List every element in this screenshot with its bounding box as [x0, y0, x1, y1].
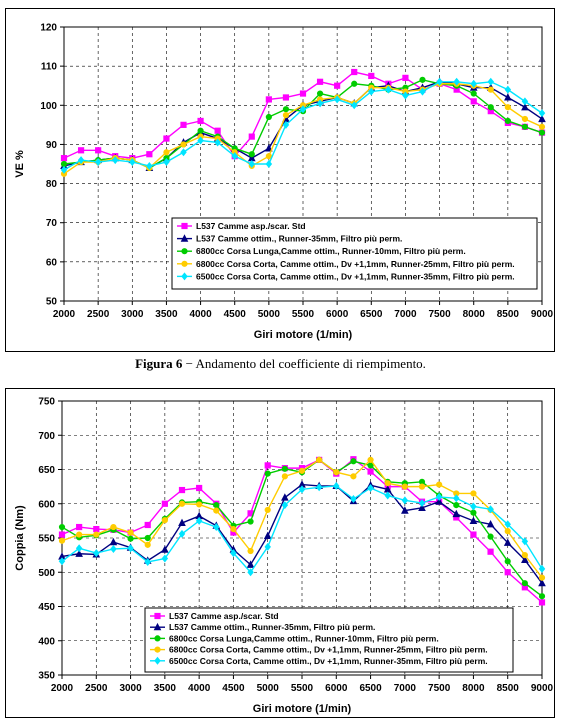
ve-series-4-point — [505, 105, 510, 110]
torque-series-3-point — [522, 581, 527, 586]
caption-separator: − — [182, 356, 196, 371]
torque-series-4-point — [299, 468, 304, 473]
torque-series-2-point — [265, 533, 271, 539]
torque-series-4-point — [162, 518, 167, 523]
ve-series-3-point — [198, 128, 203, 133]
ve-xtick-label: 8000 — [462, 309, 485, 320]
torque-series-3-point — [59, 524, 64, 529]
torque-legend-entry: 6800cc Corsa Lunga,Camme ottim., Runner-10mm, Filtro più perm. — [169, 633, 439, 644]
torque-xtick-label: 8000 — [462, 683, 485, 694]
torque-series-3-point — [539, 594, 544, 599]
ve-series-1-point — [266, 97, 271, 102]
torque-series-1-point — [77, 524, 82, 529]
torque-series-4-point — [539, 575, 544, 580]
torque-ytick-label: 700 — [38, 430, 55, 442]
torque-series-4-point — [128, 530, 133, 535]
torque-legend-entry: 6800cc Corsa Corta, Camme ottim., Dv +1,1mm, Runner-25mm, Filtro più perm. — [169, 644, 488, 655]
torque-xtick-label: 3000 — [119, 683, 142, 694]
torque-ytick-label: 350 — [38, 670, 55, 682]
torque-series-3-point — [454, 503, 459, 508]
ve-xtick-label: 4500 — [223, 309, 246, 320]
ve-xtick-label: 8500 — [496, 309, 519, 320]
ve-series-1-point — [352, 69, 357, 74]
ve-series-3-point — [266, 114, 271, 119]
torque-chart — [6, 389, 554, 717]
ve-x-axis-label: Giri motore (1/min) — [253, 329, 353, 341]
ve-xtick-label: 3000 — [121, 309, 144, 320]
ve-legend-entry: 6500cc Corsa Corta, Camme ottim., Dv +1,1mm, Runner-35mm, Filtro più perm. — [196, 271, 515, 282]
torque-x-axis-label: Giri motore (1/min) — [252, 703, 352, 715]
ve-series-1-point — [249, 134, 254, 139]
torque-series-3-point — [248, 519, 253, 524]
torque-series-3-point — [351, 459, 356, 464]
ve-series-1-point — [181, 122, 186, 127]
torque-series-4-point — [522, 553, 527, 558]
torque-series-1-point — [488, 549, 493, 554]
torque-series-4-point — [471, 491, 476, 496]
torque-series-4-point — [94, 532, 99, 537]
ve-series-3-point — [539, 130, 544, 135]
torque-xtick-label: 5000 — [256, 683, 279, 694]
torque-chart-frame — [5, 388, 555, 718]
ve-ytick-label: 120 — [40, 22, 57, 34]
torque-series-4-point — [214, 508, 219, 513]
torque-series-1-point — [59, 532, 64, 537]
torque-series-1-point — [368, 469, 373, 474]
ve-series-5-point — [505, 86, 510, 92]
torque-series-1-point — [179, 487, 184, 492]
torque-series-3-point — [214, 503, 219, 508]
ve-series-3-point — [488, 105, 493, 110]
ve-series-1-point — [471, 99, 476, 104]
ve-series-3-point — [352, 81, 357, 86]
torque-series-1-point — [505, 570, 510, 575]
torque-xtick-label: 7500 — [428, 683, 451, 694]
torque-series-5-point — [317, 484, 322, 490]
ve-ytick-label: 70 — [45, 218, 57, 230]
torque-series-4-point — [145, 542, 150, 547]
torque-y-axis-label: Coppia (Nm) — [14, 505, 26, 571]
ve-chart-frame — [5, 8, 555, 352]
ve-series-4-point — [164, 150, 169, 155]
ve-xtick-label: 5500 — [291, 309, 315, 320]
ve-series-5-point — [522, 98, 527, 104]
ve-series-4-point — [539, 124, 544, 129]
torque-xtick-label: 9000 — [530, 683, 554, 694]
ve-series-4-point — [266, 154, 271, 159]
ve-series-4-point — [522, 116, 527, 121]
torque-xtick-label: 5500 — [290, 683, 314, 694]
torque-xtick-label: 6000 — [325, 683, 348, 694]
ve-legend-entry: 6800cc Corsa Lunga,Camme ottim., Runner-10mm, Filtro più perm. — [196, 246, 466, 257]
ve-xtick-label: 2500 — [87, 309, 110, 320]
torque-series-4-point — [419, 484, 424, 489]
torque-series-4-point — [282, 474, 287, 479]
torque-series-3-point — [368, 463, 373, 468]
ve-series-1-point — [215, 128, 220, 133]
torque-legend-swatch-marker — [155, 647, 160, 652]
ve-series-3-point — [522, 124, 527, 129]
torque-series-4-point — [248, 548, 253, 553]
torque-series-1-point — [539, 600, 544, 605]
ve-series-1-point — [164, 136, 169, 141]
torque-series-4-point — [231, 526, 236, 531]
ve-ytick-label: 110 — [40, 61, 57, 73]
ve-series-1-point — [300, 91, 305, 96]
ve-ytick-label: 100 — [40, 100, 57, 112]
ve-legend-entry: 6800cc Corsa Corta, Camme ottim., Dv +1,1mm, Runner-25mm, Filtro più perm. — [196, 258, 515, 269]
ve-series-5-point — [539, 110, 544, 116]
ve-series-1-point — [335, 83, 340, 88]
torque-series-1-point — [94, 526, 99, 531]
ve-series-1-point — [61, 156, 66, 161]
torque-legend-swatch-marker — [155, 636, 160, 641]
torque-legend-entry: L537 Camme ottim., Runner-35mm, Filtro più perm. — [169, 622, 376, 633]
torque-ytick-label: 750 — [38, 396, 55, 408]
ve-series-3-point — [283, 107, 288, 112]
ve-series-5-point — [266, 161, 271, 167]
ve-chart — [6, 9, 554, 351]
torque-series-1-point — [265, 463, 270, 468]
torque-series-4-point — [368, 457, 373, 462]
torque-series-1-point — [471, 532, 476, 537]
torque-series-4-point — [351, 474, 356, 479]
torque-xtick-label: 4000 — [188, 683, 211, 694]
torque-series-1-point — [197, 485, 202, 490]
ve-xtick-label: 7500 — [428, 309, 451, 320]
torque-xtick-label: 2500 — [85, 683, 108, 694]
torque-series-3-point — [128, 536, 133, 541]
torque-xtick-label: 6500 — [359, 683, 382, 694]
torque-ytick-label: 600 — [38, 499, 55, 511]
torque-series-4-point — [334, 470, 339, 475]
torque-series-4-point — [505, 529, 510, 534]
torque-legend-entry: 6500cc Corsa Corta, Camme ottim., Dv +1,1mm, Runner-35mm, Filtro più perm. — [169, 655, 488, 666]
ve-series-3-point — [471, 91, 476, 96]
ve-series-4-point — [488, 87, 493, 92]
torque-series-3-point — [282, 466, 287, 471]
torque-series-4-point — [317, 457, 322, 462]
torque-xtick-label: 3500 — [153, 683, 176, 694]
ve-legend-entry: L537 Camme ottim., Runner-35mm, Filtro più perm. — [196, 233, 403, 244]
ve-xtick-label: 9000 — [530, 309, 554, 320]
ve-series-4-point — [181, 142, 186, 147]
torque-series-4-point — [179, 501, 184, 506]
ve-ytick-label: 60 — [45, 257, 57, 269]
torque-series-4-point — [111, 524, 116, 529]
ve-ytick-label: 90 — [45, 139, 57, 151]
torque-series-4-point — [265, 507, 270, 512]
ve-legend-swatch-marker — [182, 223, 187, 228]
torque-xtick-label: 7000 — [393, 683, 416, 694]
ve-xtick-label: 6000 — [326, 309, 349, 320]
torque-series-3-point — [505, 559, 510, 564]
torque-ytick-label: 650 — [38, 465, 55, 476]
torque-xtick-label: 4500 — [222, 683, 245, 694]
ve-series-2-point — [505, 94, 511, 100]
torque-ytick-label: 400 — [38, 636, 55, 648]
torque-ytick-label: 450 — [38, 602, 55, 613]
ve-xtick-label: 7000 — [394, 309, 417, 320]
torque-series-3-point — [145, 535, 150, 540]
ve-series-5-point — [488, 79, 493, 85]
torque-series-5-point — [385, 492, 390, 498]
torque-series-1-point — [162, 501, 167, 506]
torque-series-4-point — [197, 502, 202, 507]
ve-ytick-label: 50 — [45, 296, 57, 308]
ve-xtick-label: 6500 — [360, 309, 383, 320]
torque-series-1-point — [145, 522, 150, 527]
ve-series-1-point — [198, 118, 203, 123]
caption-label: Figura 6 — [135, 356, 183, 371]
torque-series-3-point — [471, 510, 476, 515]
ve-series-3-point — [249, 152, 254, 157]
torque-series-4-point — [59, 538, 64, 543]
torque-xtick-label: 8500 — [496, 683, 519, 694]
ve-series-3-point — [505, 118, 510, 123]
torque-series-4-point — [385, 481, 390, 486]
torque-series-3-point — [265, 471, 270, 476]
caption-text: Andamento del coefficiente di riempimento. — [195, 356, 426, 371]
ve-series-1-point — [78, 148, 83, 153]
ve-xtick-label: 5000 — [257, 309, 280, 320]
ve-xtick-label: 2000 — [52, 309, 76, 320]
torque-series-4-point — [437, 482, 442, 487]
torque-legend-swatch-marker — [155, 613, 160, 618]
ve-series-3-point — [317, 91, 322, 96]
ve-legend-swatch-marker — [182, 249, 187, 254]
ve-series-1-point — [283, 95, 288, 100]
ve-series-1-point — [96, 148, 101, 153]
ve-xtick-label: 4000 — [189, 309, 212, 320]
torque-series-4-point — [77, 532, 82, 537]
torque-xtick-label: 2000 — [50, 683, 74, 694]
torque-series-5-point — [402, 497, 407, 503]
torque-legend-entry: L537 Camme asp./scar. Std — [169, 611, 279, 621]
ve-series-1-point — [317, 79, 322, 84]
torque-series-2-point — [110, 539, 116, 545]
ve-series-5-point — [181, 149, 186, 155]
torque-series-3-point — [488, 534, 493, 539]
ve-series-1-point — [147, 152, 152, 157]
ve-series-1-point — [369, 73, 374, 78]
ve-legend-swatch-marker — [182, 261, 187, 266]
torque-ytick-label: 500 — [38, 567, 55, 579]
ve-series-3-point — [420, 77, 425, 82]
torque-series-4-point — [402, 484, 407, 489]
ve-y-axis-label: VE % — [14, 150, 26, 178]
ve-series-4-point — [283, 112, 288, 117]
ve-series-1-point — [403, 75, 408, 80]
figure-caption — [0, 356, 561, 372]
torque-series-5-point — [471, 503, 476, 509]
torque-series-5-point — [111, 546, 116, 552]
torque-ytick-label: 550 — [38, 533, 55, 545]
ve-ytick-label: 80 — [45, 179, 57, 191]
ve-legend-entry: L537 Camme asp./scar. Std — [196, 221, 306, 231]
ve-xtick-label: 3500 — [155, 309, 178, 320]
torque-series-5-point — [454, 495, 459, 501]
ve-series-3-point — [61, 161, 66, 166]
